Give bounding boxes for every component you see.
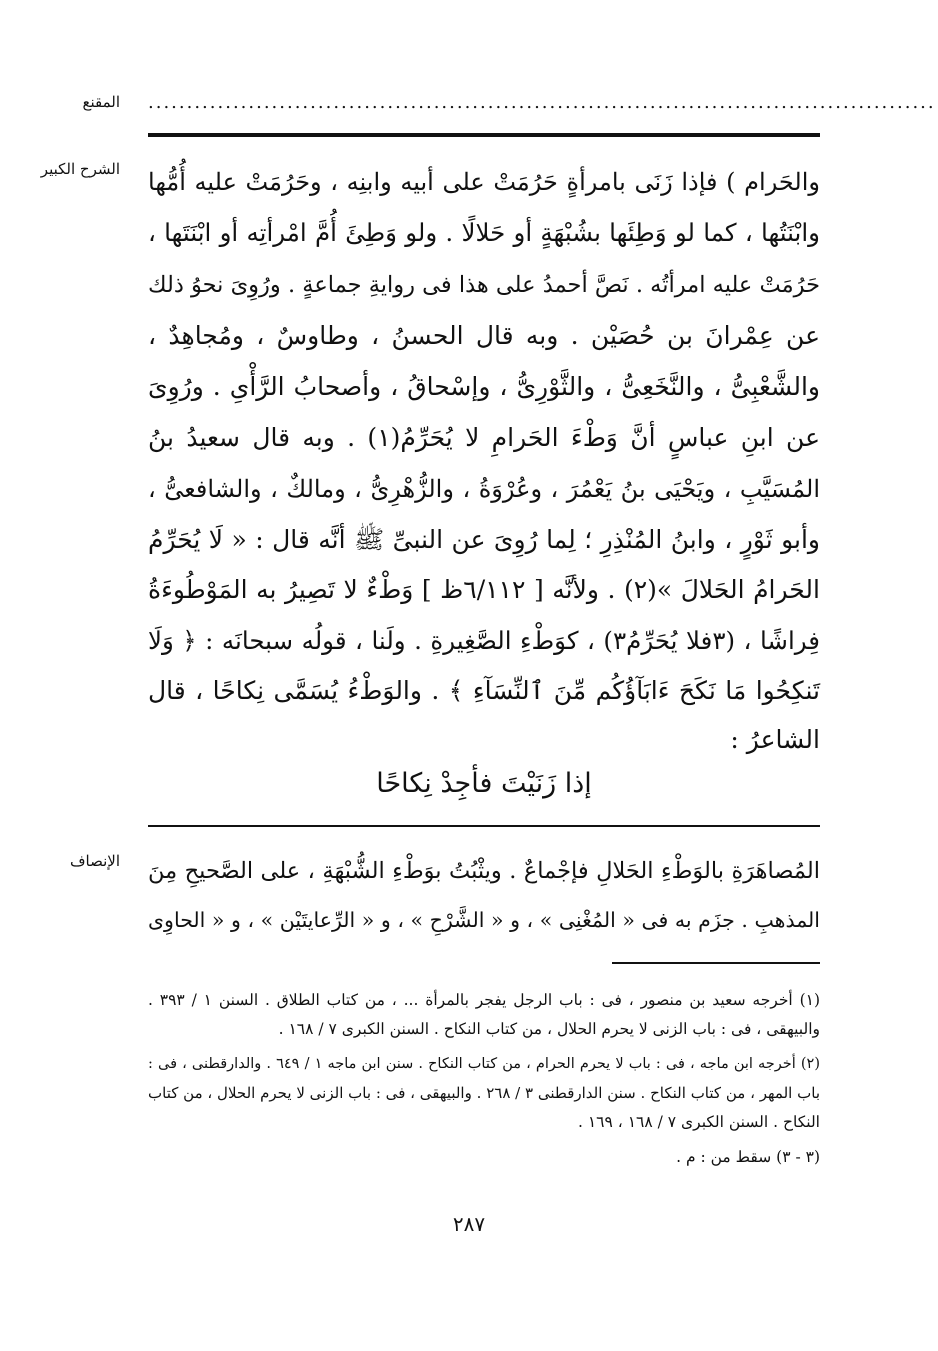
sharh-line: فِراشًا ، (٣فلا يُحَرِّمُ٣) ، كوَطْءِ الصَّغِيرةِ . ولَنا ، قولُه سبحانَه : ﴿ وَلَا [148, 626, 820, 655]
sharh-line: عن عِمْرانَ بن حُصَيْن . وبه قال الحسنُ ، وطاوسٌ ، ومُجاهِدٌ ، [148, 321, 820, 350]
sharh-line: الشاعرُ : [730, 725, 820, 754]
insaf-line: المذهبِ . جزَم به فى « المُغْنِى » ، و « الشَّرْحِ » ، و « الرِّعايتَيْن » ، و « الحاوِى [148, 908, 820, 932]
footnote-line: والبيهقى ، فى : باب الزنى لا يحرم الحلال ، من كتاب النكاح . السنن الكبرى ٧ / ١٦٨ . [278, 1020, 820, 1038]
footnote-line: (٢) أخرجه ابن ماجه ، فى : باب لا يحرم الحرام ، من كتاب النكاح . سنن ابن ماجه ١ / ٦٤٩ . والدارقطنى ، فى : [148, 1056, 820, 1072]
sharh-line: الحَرامُ الحَلالَ »(٢) . ولأنَّه [ ٦/١١٢ظ ] وَطْءٌ لا تَصِيرُ به المَوْطُوءَةُ [148, 575, 820, 604]
footnote-line: باب المهر ، من كتاب النكاح . سنن الدارقطنى ٣ / ٢٦٨ . والبيهقى ، فى : باب الزنى لا يحرم الحلال ، من كتاب [148, 1084, 820, 1102]
header-rule [148, 133, 820, 137]
sharh-line: وابْنَتُها ، كما لو وَطِئَها بشُبْهَةٍ أو حَلالًا . ولو وَطِئَ أُمَّ امْرأتِه أو ابْنَتَها ، [148, 218, 820, 247]
header-dot-leader: ...................................................................................................... [148, 92, 936, 113]
page-number: ٢٨٧ [452, 1212, 486, 1236]
sharh-line: وأبو ثَوْرٍ ، وابنُ المُنْذِرِ ؛ لِما رُوِىَ عن النبىِّ ﷺ أنَّه قال : « لَا يُحَرِّمُ [148, 525, 820, 554]
sharh-line: تَنكِحُوا مَا نَكَحَ ءَابَآؤُكُم مِّنَ ٱلنِّسَآءِ ﴾ . والوَطْءُ يُسَمَّى نِكاحًا ، قال [148, 676, 820, 705]
sharh-line: المُسَيَّبِ ، ويَحْيَى بنُ يَعْمُرَ ، وعُرْوَةُ ، والزُّهْرِىُّ ، ومالكٌ ، والشافعىُّ ، [148, 475, 821, 503]
book-title-header: المقنع [82, 93, 120, 111]
poetry-verse: إذا زَنَيْتَ فأجِدْ نِكاحًا [376, 768, 592, 799]
sharh-line: عن ابنِ عباسٍ أنَّ وَطْءَ الحَرامِ لا يُحَرِّمُ(١) . وبه قال سعيدُ بنُ [148, 423, 820, 452]
insaf-section-label: الإنصاف [69, 852, 120, 870]
footnote-line: النكاح . السنن الكبرى ٧ / ١٦٨ ، ١٦٩ . [577, 1113, 820, 1131]
footnote-line: (١) أخرجه سعيد بن منصور ، فى : باب الرجل يفجر بالمرأة ... ، من كتاب الطلاق . السنن ١ / ٣٩٣ . [148, 991, 821, 1009]
footnote-divider [612, 962, 820, 964]
insaf-line: المُصاهَرَةِ بالوَطْءِ الحَلالِ فإجْماعٌ . ويثْبُتُ بوَطْءِ الشُّبْهَةِ ، على الصَّحيحِ مِنَ [148, 858, 820, 884]
sharh-line: والشَّعْبِىُّ ، والنَّخَعِىُّ ، والثَّوْرِىُّ ، وإسْحاقُ ، وأصحابُ الرَّأْىِ . ورُوِىَ [148, 372, 820, 401]
section-divider [148, 825, 820, 827]
footnote-line: (٣ - ٣) سقط من : م . [676, 1148, 820, 1166]
sharh-line: والحَرام ) فإذا زَنَى بامرأةٍ حَرُمَتْ على أبيه وابنِه ، وحَرُمَتْ عليه أُمُّها [148, 168, 820, 196]
sharh-section-label: الشرح الكبير [40, 160, 120, 178]
sharh-line: حَرُمَتْ عليه امرأتُه . نَصَّ أحمدُ على هذا فى روايةِ جماعةٍ . ورُوِىَ نحوُ ذلك [148, 272, 820, 298]
